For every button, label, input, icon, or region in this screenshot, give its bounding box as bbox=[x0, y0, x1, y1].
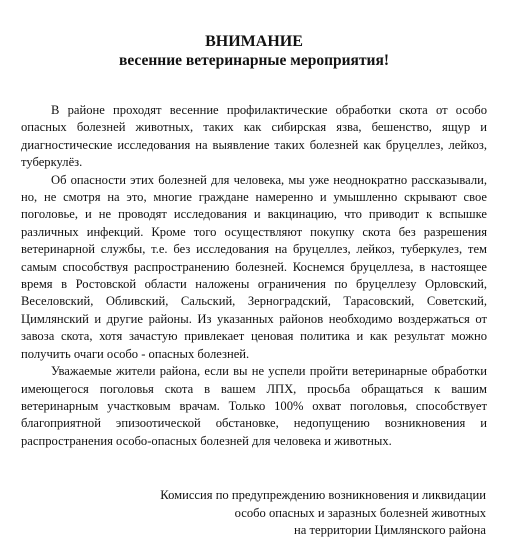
paragraph-appeal: Уважаемые жители района, если вы не успели пройти ветеринарные обработки имеющегося поголовья скота в вашем ЛПХ, просьба обращаться к вашим ветеринарным участковым врачам. Только 100% охват поголовья, способствует благоприятной эпизоотической обстановке, недопущению возникновения и распространения особо-опасных болезней для человека и животных. bbox=[21, 364, 487, 448]
signature-line: особо опасных и заразных болезней животных bbox=[234, 505, 486, 520]
notice-body bbox=[21, 102, 487, 450]
paragraph-intro: В районе проходят весенние профилактические обработки скота от особо опасных болезней животных, таких как сибирская язва, бешенство, ящур и диагностические исследования на выявление таких болезней как бруцеллез, лейкоз, туберкулёз. bbox=[21, 103, 487, 170]
notice-title: ВНИМАНИЕ bbox=[205, 33, 303, 50]
paragraph-danger: Об опасности этих болезней для человека, мы уже неоднократно рассказывали, но, не смотря на это, многие граждане намеренно и умышленно скрывают свое поголовье, и не проводят исследования и вакцинацию, что приводит к вспышке различных инфекций. Кроме того осуществляют покупку скота без разрешения ветеринарной службы, т.е. без исследования на бруцеллез, лейкоз, туберкулез, тем самым способствуя распространению болезней. Коснемся бруцеллеза, в настоящее время в Ростовской области наложены ограничения по бруцеллезу Орловский, Веселовский, Обливский, Сальский, Зерноградский, Тарасовский, Советский, Цимлянский и другие районы. Из указанных районов необходимо воздержаться от завоза скота, хотя зачастую привлекает ценовая политика и как результат можно получить очаги особо - опасных болезней. bbox=[21, 172, 487, 361]
signature-line: на территории Цимлянского района bbox=[294, 523, 486, 538]
signature-block bbox=[21, 487, 487, 540]
notice-subtitle: весенние ветеринарные мероприятия! bbox=[118, 52, 390, 69]
signature-line: Комиссия по предупреждению возникновения и ликвидации bbox=[160, 488, 486, 503]
notice-document bbox=[21, 33, 487, 540]
